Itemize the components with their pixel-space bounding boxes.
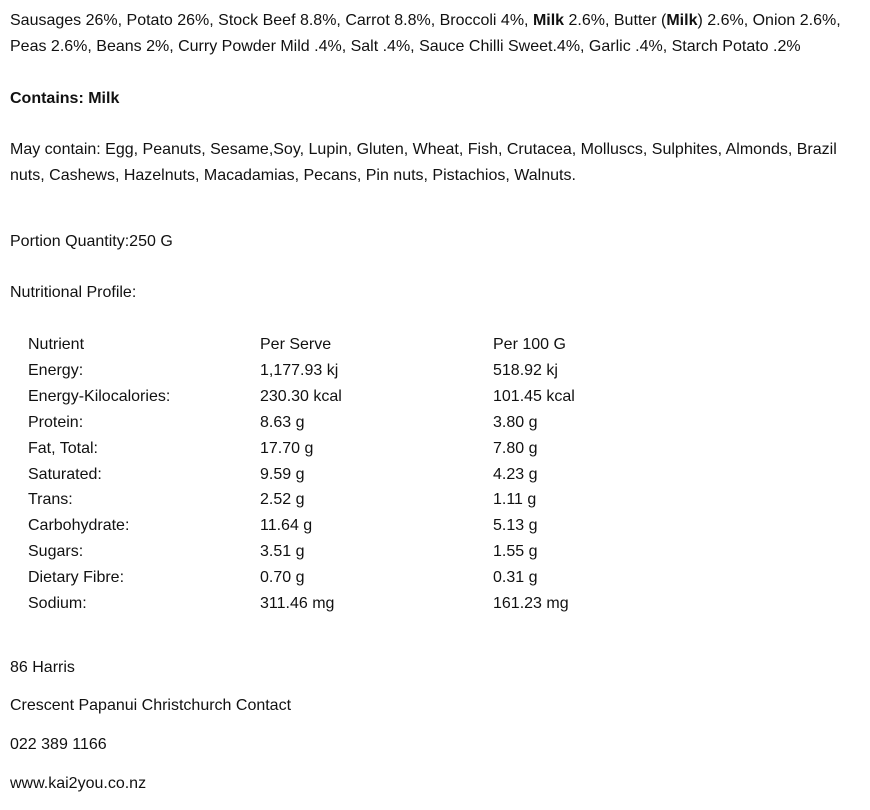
nutrient-name: Trans: bbox=[28, 491, 73, 509]
per-100g-value: 5.13 g bbox=[493, 517, 538, 535]
phone-number: 022 389 1166 bbox=[10, 736, 107, 753]
ingredients-part-1: Sausages 26%, Potato 26%, Stock Beef 8.8%, Carrot 8.8%, Broccoli 4%, bbox=[10, 12, 533, 29]
table-row bbox=[28, 410, 693, 436]
portion-quantity: Portion Quantity:250 G bbox=[10, 233, 173, 250]
table-row bbox=[28, 436, 693, 462]
website-url: www.kai2you.co.nz bbox=[10, 775, 147, 792]
per-100g-value: 101.45 kcal bbox=[493, 387, 575, 405]
table-row bbox=[28, 565, 693, 591]
ingredients-part-2: 2.6%, Butter ( bbox=[564, 12, 667, 29]
per-serve-value: 3.51 g bbox=[260, 543, 305, 561]
contains-allergens: Contains: Milk bbox=[10, 90, 120, 107]
per-serve-value: 0.70 g bbox=[260, 569, 305, 587]
header-nutrient: Nutrient bbox=[28, 336, 85, 353]
table-row bbox=[28, 513, 693, 539]
nutrient-name: Fat, Total: bbox=[28, 439, 98, 457]
header-per-serve: Per Serve bbox=[260, 336, 332, 353]
header-per-100g: Per 100 G bbox=[493, 336, 566, 353]
nutrient-name: Sugars: bbox=[28, 543, 84, 561]
may-contain-allergens: May contain: Egg, Peanuts, Sesame,Soy, Lupin, Gluten, Wheat, Fish, Crutacea, Molluscs, Sulphites, Almonds, Brazil nuts, Cashews, Hazelnuts, Macadamias, Pecans, Pin nuts, Pistachios, Walnuts. bbox=[10, 141, 837, 184]
nutrient-name: Saturated: bbox=[28, 465, 102, 483]
table-row bbox=[28, 539, 693, 565]
address-line-1: 86 Harris bbox=[10, 659, 75, 676]
per-100g-value: 3.80 g bbox=[493, 413, 538, 431]
nutritional-profile-label: Nutritional Profile: bbox=[10, 284, 137, 301]
per-serve-value: 9.59 g bbox=[260, 465, 305, 483]
per-serve-value: 311.46 mg bbox=[260, 595, 335, 613]
nutrient-name: Energy: bbox=[28, 361, 84, 379]
nutrient-name: Carbohydrate: bbox=[28, 517, 130, 535]
nutrient-name: Sodium: bbox=[28, 595, 87, 613]
nutrient-name: Protein: bbox=[28, 413, 84, 431]
nutrition-table bbox=[28, 332, 693, 617]
allergen-milk-2: Milk bbox=[666, 12, 698, 29]
per-100g-value: 161.23 mg bbox=[493, 595, 569, 613]
per-100g-value: 0.31 g bbox=[493, 569, 538, 587]
per-100g-value: 7.80 g bbox=[493, 439, 538, 457]
per-100g-value: 4.23 g bbox=[493, 465, 538, 483]
address-line-2: Crescent Papanui Christchurch Contact bbox=[10, 697, 292, 714]
table-row bbox=[28, 384, 693, 410]
per-serve-value: 8.63 g bbox=[260, 413, 305, 431]
table-row bbox=[28, 358, 693, 384]
nutrient-name: Dietary Fibre: bbox=[28, 569, 125, 587]
per-100g-value: 1.55 g bbox=[493, 543, 538, 561]
allergen-milk-1: Milk bbox=[532, 12, 565, 29]
table-row bbox=[28, 591, 693, 617]
per-100g-value: 518.92 kj bbox=[493, 361, 558, 379]
per-serve-value: 230.30 kcal bbox=[260, 387, 342, 405]
per-100g-value: 1.11 g bbox=[493, 491, 537, 509]
per-serve-value: 1,177.93 kj bbox=[260, 361, 339, 379]
per-serve-value: 17.70 g bbox=[260, 439, 314, 457]
ingredients-part-3: ) 2.6%, Onion 2.6%, Peas 2.6%, Beans 2%, Curry Powder Mild .4%, Salt .4%, Sauce Chilli Sweet.4%, Garlic .4%, Starch Potato .2% bbox=[10, 12, 841, 55]
ingredients-text bbox=[10, 8, 866, 60]
nutrition-header-row bbox=[28, 332, 693, 358]
table-row bbox=[28, 487, 693, 513]
table-row bbox=[28, 462, 693, 488]
per-serve-value: 11.64 g bbox=[260, 517, 313, 535]
per-serve-value: 2.52 g bbox=[260, 491, 305, 509]
nutrient-name: Energy-Kilocalories: bbox=[28, 387, 171, 405]
